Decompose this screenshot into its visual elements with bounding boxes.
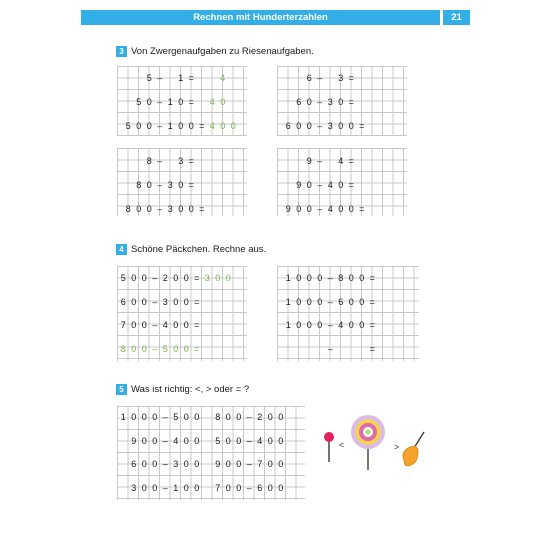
grid-cell: 8 [120,343,126,354]
grid-cell: 0 [225,459,231,469]
grid-cell: 6 [257,482,263,493]
grid-cell: 5 [215,435,221,446]
grid-cell: 0 [278,412,284,422]
task-title: Was ist richtig: <, > oder = ? [131,383,250,395]
grid-cell: 0 [338,121,344,131]
grid-cell: 9 [285,204,291,214]
grid-cell [336,343,347,355]
small-lollipop-icon [324,432,334,462]
grid-cell [294,155,305,167]
grid-cell: 0 [178,121,184,131]
grid-cell: 3 [327,121,333,131]
equation-row [283,343,378,355]
equation-row [283,72,357,84]
grid-cell: 0 [348,296,354,307]
task-5-heading [116,383,249,395]
grid-cell: 0 [194,459,200,469]
grid-cell: 0 [236,459,242,469]
grid-cell: 4 [220,73,226,83]
grid-cell [294,72,305,84]
grid-cell: 0 [236,482,242,493]
grid-cell: 0 [306,121,312,131]
grid-cell: – [317,156,323,166]
grid-cell: 0 [183,412,189,422]
grid-cell: 0 [141,320,147,330]
lollipop-picture [318,412,430,478]
grid-cell: 0 [230,121,236,131]
grid-cell: – [327,320,333,330]
grid-cell: 7 [215,482,221,493]
grid-cell: 0 [225,482,231,493]
grid-cell: 2 [162,273,168,283]
grid-cell: 6 [285,121,291,131]
grid-cell: 9 [296,180,302,190]
task-3-heading [116,45,314,57]
grid-cell: – [157,121,163,131]
task-number: 4 [116,244,127,255]
grid-cell: – [317,180,323,190]
grid-cell: 0 [296,204,302,214]
grid-cell: 9 [306,156,312,166]
grid-cell: – [246,459,252,469]
grid-cell: = [188,97,194,107]
grid-cell: 0 [152,412,158,422]
equation-row [123,203,207,215]
grid-cell: 4 [209,121,215,131]
grid-cell: – [157,73,163,83]
big-lollipop-icon [351,415,385,470]
grid-cell: 0 [267,435,273,446]
grid-cell: 0 [131,273,137,283]
page-header: Rechnen mit Hunderterzahlen [81,10,440,25]
grid-cell: 1 [285,320,291,330]
grid-cell: – [317,121,323,131]
grid-cell: 8 [338,273,344,283]
grid-cell: – [317,204,323,214]
grid-cell: 0 [296,121,302,131]
grid-cell: 3 [162,296,168,307]
grid-cell [325,155,336,167]
equation-row [283,296,378,308]
grid-cell: 0 [152,459,158,469]
grid-cell: 3 [178,156,184,166]
grid-cell: = [194,296,200,307]
page-number: 21 [443,10,470,25]
grid-cell [283,96,294,108]
grid-cell: – [327,343,333,354]
equation-row [123,96,228,108]
grid-cell: = [369,343,375,354]
grid-cell: 0 [146,121,152,131]
grid-cell: 0 [348,204,354,214]
grid-cell: 0 [338,204,344,214]
grid-cell [165,72,176,84]
grid-cell [123,72,134,84]
grid-cell: = [348,156,354,166]
grid-cell [197,72,208,84]
equation-row [118,319,202,331]
grid-cell: 4 [338,320,344,330]
equation-row [123,179,197,191]
equation-row [118,296,202,308]
grid-cell: 0 [306,204,312,214]
grid-cell: – [157,156,163,166]
grid-cell: 0 [317,296,323,307]
grid-cell: 0 [183,482,189,493]
grid-cell: – [246,435,252,446]
grid-cell: = [369,296,375,307]
grid-cell: 1 [173,482,179,493]
grid-cell: 4 [173,435,179,446]
grid-cell [346,343,357,355]
grid-cell: 1 [178,73,184,83]
drop-candy-icon [403,432,424,466]
grid-cell [283,72,294,84]
grid-cell: 0 [141,459,147,469]
task-title: Von Zwergenaufgaben zu Riesenaufgaben. [131,45,314,57]
grid-cell: – [162,459,168,469]
equation-row [118,343,202,355]
grid-cell: 0 [317,320,323,330]
grid-cell: 6 [120,296,126,307]
grid-cell: – [162,482,168,493]
grid-cell [123,179,134,191]
grid-cell: 0 [141,343,147,354]
grid-cell: 0 [131,296,137,307]
grid-cell: 6 [338,296,344,307]
grid-cell: 0 [188,121,194,131]
equation-row [118,272,234,284]
grid-cell: 0 [141,296,147,307]
equation-row [283,155,357,167]
grid-cell: 0 [173,320,179,330]
grid-cell: 1 [285,296,291,307]
grid-cell [165,155,176,167]
grid-cell: 0 [141,435,147,446]
grid-cell: 0 [183,296,189,307]
task-4-heading [116,243,266,255]
grid-cell [202,458,213,470]
grid-cell: – [157,180,163,190]
grid-cell: = [194,273,200,283]
grid-cell: 0 [215,273,221,283]
grid-cell: = [348,180,354,190]
grid-cell: 1 [167,97,173,107]
grid-cell: 0 [188,204,194,214]
grid-cell: 6 [296,97,302,107]
equation-row [283,319,378,331]
grid-cell: 8 [146,156,152,166]
equation-row [283,96,357,108]
grid-cell: 2 [257,412,263,422]
grid-cell [357,343,368,355]
grid-cell: – [327,296,333,307]
grid-cell: – [152,273,158,283]
grid-cell: – [157,97,163,107]
grid-cell: = [188,156,194,166]
grid-cell: 0 [173,343,179,354]
grid-cell: 0 [173,273,179,283]
grid-cell: 0 [359,320,365,330]
grid-cell [134,72,145,84]
grid-cell: 0 [152,435,158,446]
less-than-sign: < [339,440,345,450]
grid-cell: 8 [215,412,221,422]
grid-cell: 0 [317,273,323,283]
equation-row [118,411,286,423]
grid-cell: 0 [178,97,184,107]
grid-cell: 0 [306,180,312,190]
grid-cell: 4 [257,435,263,446]
grid-cell: 0 [146,97,152,107]
grid-cell: – [152,343,158,354]
grid-cell [118,458,129,470]
grid-cell: 0 [220,121,226,131]
grid-cell: = [359,204,365,214]
equation-row [123,120,239,132]
grid-cell: = [188,73,194,83]
task-number: 3 [116,46,127,57]
grid-cell: = [348,97,354,107]
grid-cell: 0 [348,320,354,330]
grid-cell: = [348,73,354,83]
equation-row [283,203,367,215]
grid-cell: 0 [278,435,284,446]
grid-cell: 1 [167,121,173,131]
grid-cell: 0 [296,273,302,283]
grid-cell: 5 [120,273,126,283]
grid-cell: – [246,482,252,493]
grid-cell: 3 [173,459,179,469]
grid-cell: – [152,320,158,330]
grid-cell: – [327,273,333,283]
grid-cell: 7 [120,320,126,330]
grid-cell: 0 [141,273,147,283]
greater-than-sign: > [394,442,400,452]
equation-row [123,72,228,84]
grid-cell: 3 [167,180,173,190]
grid-cell: 0 [152,482,158,493]
grid-cell: 0 [183,435,189,446]
grid-cell: 0 [296,320,302,330]
grid-cell: 7 [257,459,263,469]
grid-cell: 4 [327,180,333,190]
grid-cell: 0 [183,320,189,330]
grid-cell [283,179,294,191]
grid-cell: 0 [278,482,284,493]
grid-cell: 0 [225,273,231,283]
grid-cell: = [194,343,200,354]
grid-cell: 0 [173,296,179,307]
grid-cell [134,155,145,167]
grid-cell: 4 [338,156,344,166]
grid-cell [283,343,294,355]
grid-cell: 5 [125,121,131,131]
grid-cell: 0 [348,273,354,283]
grid-cell: 0 [146,204,152,214]
grid-cell: 1 [120,412,126,422]
grid-cell: 0 [267,459,273,469]
grid-cell: 0 [225,412,231,422]
grid-cell: – [317,73,323,83]
equation-row [123,155,197,167]
grid-cell: = [188,180,194,190]
grid-cell: 5 [162,343,168,354]
grid-cell: – [157,204,163,214]
grid-cell: 0 [136,121,142,131]
grid-cell: 0 [146,180,152,190]
grid-cell: – [152,296,158,307]
grid-cell: 0 [220,97,226,107]
grid-cell: – [162,412,168,422]
grid-cell: 3 [167,204,173,214]
grid-cell: 8 [125,204,131,214]
grid-cell: = [199,204,205,214]
grid-cell: = [199,121,205,131]
grid-cell: 0 [296,296,302,307]
grid-cell: 3 [338,73,344,83]
equation-row [283,120,367,132]
grid-cell [202,411,213,423]
grid-cell: 4 [327,204,333,214]
equation-row [118,482,286,494]
grid-cell: 0 [236,412,242,422]
grid-cell: 0 [306,273,312,283]
equation-row [118,435,286,447]
grid-cell: – [246,412,252,422]
grid-cell [202,435,213,447]
grid-cell [202,482,213,494]
task-number: 5 [116,384,127,395]
grid-cell: 5 [146,73,152,83]
grid-cell [118,482,129,494]
grid-cell: 0 [278,459,284,469]
grid-cell [207,72,218,84]
grid-cell: = [194,320,200,330]
equation-row [283,179,357,191]
grid-cell: 0 [131,343,137,354]
grid-cell: 0 [348,121,354,131]
grid-cell: 6 [131,459,137,469]
grid-cell: 0 [178,204,184,214]
grid-cell: 0 [267,482,273,493]
grid-cell: 4 [162,320,168,330]
grid-cell: 5 [136,97,142,107]
grid-cell: – [162,435,168,446]
grid-cell: – [317,97,323,107]
grid-cell [325,72,336,84]
task-title: Schöne Päckchen. Rechne aus. [131,243,267,255]
grid-cell: 0 [236,435,242,446]
grid-cell: 0 [131,412,137,422]
grid-cell [118,435,129,447]
grid-cell [304,343,315,355]
grid-cell: 0 [338,97,344,107]
grid-cell: 3 [131,482,137,493]
grid-cell: 0 [183,273,189,283]
grid-cell: 0 [178,180,184,190]
grid-cell: 0 [141,482,147,493]
grid-cell: 0 [359,273,365,283]
equation-row [118,458,286,470]
grid-cell: 0 [136,204,142,214]
grid-cell: 6 [306,73,312,83]
grid-cell: 0 [194,412,200,422]
grid-cell: 9 [131,435,137,446]
grid-cell: 0 [131,320,137,330]
grid-cell: 3 [327,97,333,107]
grid-cell: 0 [183,343,189,354]
grid-cell: 0 [225,435,231,446]
grid-cell [197,96,208,108]
grid-cell: 0 [306,296,312,307]
grid-cell: = [369,320,375,330]
grid-cell [315,343,326,355]
grid-cell: 0 [183,459,189,469]
grid-cell: 0 [306,320,312,330]
grid-cell: 0 [359,296,365,307]
grid-cell [294,343,305,355]
grid-cell: 4 [209,97,215,107]
grid-cell: 8 [136,180,142,190]
grid-cell: 3 [204,273,210,283]
grid-cell: 1 [285,273,291,283]
grid-cell [123,96,134,108]
grid-cell: = [359,121,365,131]
grid-cell: 0 [194,482,200,493]
equation-row [283,272,378,284]
grid-cell: 0 [306,97,312,107]
grid-cell: 9 [215,459,221,469]
grid-cell: 0 [267,412,273,422]
grid-cell [283,155,294,167]
grid-cell: 0 [194,435,200,446]
grid-cell: 0 [141,412,147,422]
grid-cell [123,155,134,167]
grid-cell: = [369,273,375,283]
grid-cell: 5 [173,412,179,422]
grid-cell: 0 [338,180,344,190]
